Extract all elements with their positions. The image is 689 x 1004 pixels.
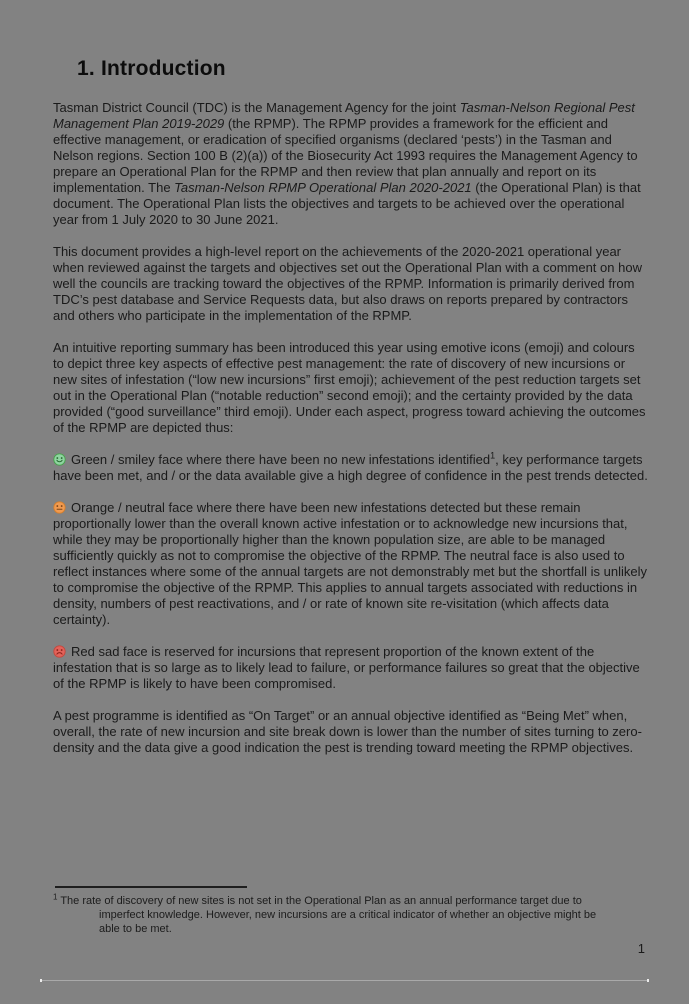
footnote-area bbox=[53, 886, 619, 936]
paragraph-report-overview: This document provides a high-level report on the achievements of the 2020-2021 operational year when reviewed against the targets and objectives set out the Operational Plan with a comment on how well the councils are tracking toward the objectives of the RPMP. Information is primarily derived from TDC’s pest database and Service Requests data, but also draws on reports prepared by contractors and others who participate in the implementation of the RPMP. bbox=[53, 244, 642, 323]
page-content bbox=[53, 57, 649, 772]
text-run: , key performance targets have been met, and / or the data available give a high degree of confidence in the pest trends detected. bbox=[53, 452, 648, 483]
footnote-marker: 1 bbox=[53, 892, 58, 902]
footnote-separator-rule bbox=[55, 886, 247, 888]
bullet-red-sad bbox=[53, 644, 649, 692]
section-heading: 1. Introduction bbox=[77, 57, 226, 80]
page-footer-border bbox=[40, 980, 649, 981]
red-sad-face-icon bbox=[53, 645, 66, 658]
plan-title-italic: Tasman-Nelson Regional Pest Management Plan 2019-2029 bbox=[53, 100, 635, 131]
bullet-green-smiley bbox=[53, 452, 649, 484]
page-number: 1 bbox=[637, 941, 645, 956]
footnote-1 bbox=[53, 894, 619, 936]
orange-neutral-face-icon bbox=[53, 501, 66, 514]
paragraph-emoji-system-intro: An intuitive reporting summary has been introduced this year using emotive icons (emoji) and colours to depict three key aspects of effective pest management: the rate of discovery of new incursions or new sites of infestation (“low new incursions” first emoji); achievement of the pest reduction targets set out in the Operational Plan (“notable reduction” second emoji); and the certainty provided by the data provided (“good surveillance” third emoji). Under each aspect, progress toward achieving the outcomes of the RPMP are depicted thus: bbox=[53, 340, 646, 435]
paragraph-intro bbox=[53, 100, 649, 228]
footnote-reference-1: 1 bbox=[490, 450, 496, 461]
text-run: (the RPMP). The RPMP provides a framework for the efficient and effective management, or eradication of specified organisms (declared ‘pests’) in the Tasman and Nelson regions. Section 100 B (2)(a)) of the Biosecurity Act 1993 requires the Management Agency to prepare an Operational Plan for the RPMP and then review that plan annually and report on its implementation. The bbox=[53, 116, 638, 195]
footnote-text: The rate of discovery of new sites is not set in the Operational Plan as an annual performance target due to imperfect knowledge. However, new incursions are a critical indicator of whether an objective might be able to be met. bbox=[60, 895, 597, 935]
bullet-orange-neutral bbox=[53, 500, 649, 628]
text-run: Tasman District Council (TDC) is the Management Agency for the joint bbox=[53, 100, 460, 115]
text-run: Green / smiley face where there have been no new infestations identified bbox=[71, 452, 491, 467]
paragraph-on-target-definition: A pest programme is identified as “On Target” or an annual objective identified as “Being Met” when, overall, the rate of new incursion and site break down is lower than the number of sites turning to zero-density and the data give a good indication the pest is trending toward meeting the RPMP objectives. bbox=[53, 708, 642, 755]
green-smiley-face-icon bbox=[53, 453, 66, 466]
text-run: Red sad face is reserved for incursions that represent proportion of the known extent of the infestation that is so large as to likely lead to failure, or performance failures so great that the objective of the RPMP is likely to have been compromised. bbox=[53, 644, 640, 691]
text-run: (the Operational Plan) is that document. The Operational Plan lists the objectives and targets to be achieved over the operational year from 1 July 2020 to 30 June 2021. bbox=[53, 180, 641, 227]
text-run: Orange / neutral face where there have been new infestations detected but these remain proportionally lower than the overall known active infestation or to acknowledge new incursions that, while they may be proportionally higher than the known population size, are able to be managed sufficiently quickly as not to compromise the objective of the RPMP. The neutral face is also used to reflect instances where some of the annual targets are not demonstrably met but the shortfall is unlikely to compromise the objective of the RPMP. This applies to annual targets associated with reductions in density, numbers of pest reactivations, and / or rate of known site re-visitation (which affects data certainty). bbox=[53, 500, 647, 627]
operational-plan-title-italic: Tasman-Nelson RPMP Operational Plan 2020-2021 bbox=[174, 180, 472, 195]
